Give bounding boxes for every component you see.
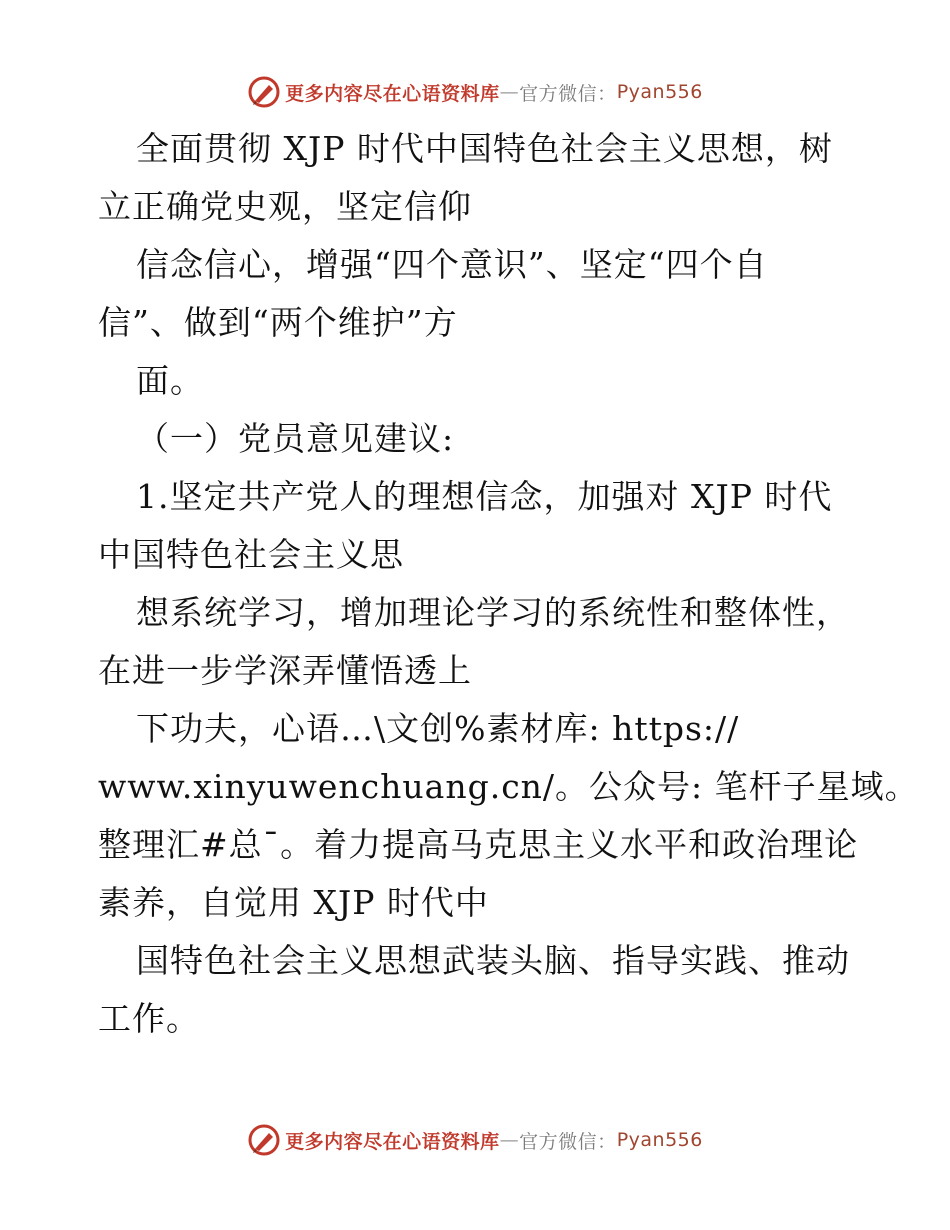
header-site-text: 更多内容尽在心语资料库 bbox=[285, 82, 500, 105]
section-heading: （一）党员意见建议: bbox=[136, 419, 455, 458]
paragraph-line: 素养，自觉用 XJP 时代中 bbox=[98, 883, 489, 922]
paragraph-line: 信念信心，增强“四个意识”、坚定“四个自 bbox=[136, 245, 768, 284]
paragraph-line: 工作。 bbox=[98, 999, 200, 1038]
footer-wechat-label: 官方微信： bbox=[519, 1130, 617, 1153]
paragraph-line: www.xinyuwenchuang.cn/。公众号: 笔杆子星域。 bbox=[98, 767, 919, 806]
paragraph-line: 1.坚定共产党人的理想信念，加强对 XJP 时代 bbox=[136, 477, 833, 516]
paragraph-line: 全面贯彻 XJP 时代中国特色社会主义思想，树 bbox=[136, 129, 833, 168]
paragraph-line: 面。 bbox=[136, 361, 204, 400]
pen-logo-icon bbox=[247, 75, 281, 109]
document-body bbox=[98, 120, 919, 1048]
paragraph-line: 中国特色社会主义思 bbox=[98, 535, 404, 574]
footer-wechat-id: Pyan556 bbox=[616, 1129, 703, 1151]
pen-logo-icon bbox=[247, 1123, 281, 1157]
footer-site-text: 更多内容尽在心语资料库 bbox=[285, 1130, 500, 1153]
header-dash: — bbox=[499, 81, 520, 103]
paragraph-line: 整理汇#总¯。着力提高马克思主义水平和政治理论 bbox=[98, 825, 859, 864]
header-banner bbox=[0, 72, 950, 112]
paragraph-line: 国特色社会主义思想武装头脑、指导实践、推动 bbox=[136, 941, 850, 980]
paragraph-line: 想系统学习，增加理论学习的系统性和整体性， bbox=[136, 593, 850, 632]
footer-dash: — bbox=[499, 1129, 520, 1151]
footer-banner bbox=[0, 1120, 950, 1160]
header-wechat-label: 官方微信： bbox=[519, 82, 617, 105]
paragraph-line: 立正确党史观，坚定信仰 bbox=[98, 187, 472, 226]
paragraph-line: 信”、做到“两个维护”方 bbox=[98, 303, 458, 342]
paragraph-line: 下功夫，心语…\文创%素材库: https:// bbox=[136, 709, 740, 748]
header-wechat-id: Pyan556 bbox=[616, 81, 703, 103]
paragraph-line: 在进一步学深弄懂悟透上 bbox=[98, 651, 472, 690]
